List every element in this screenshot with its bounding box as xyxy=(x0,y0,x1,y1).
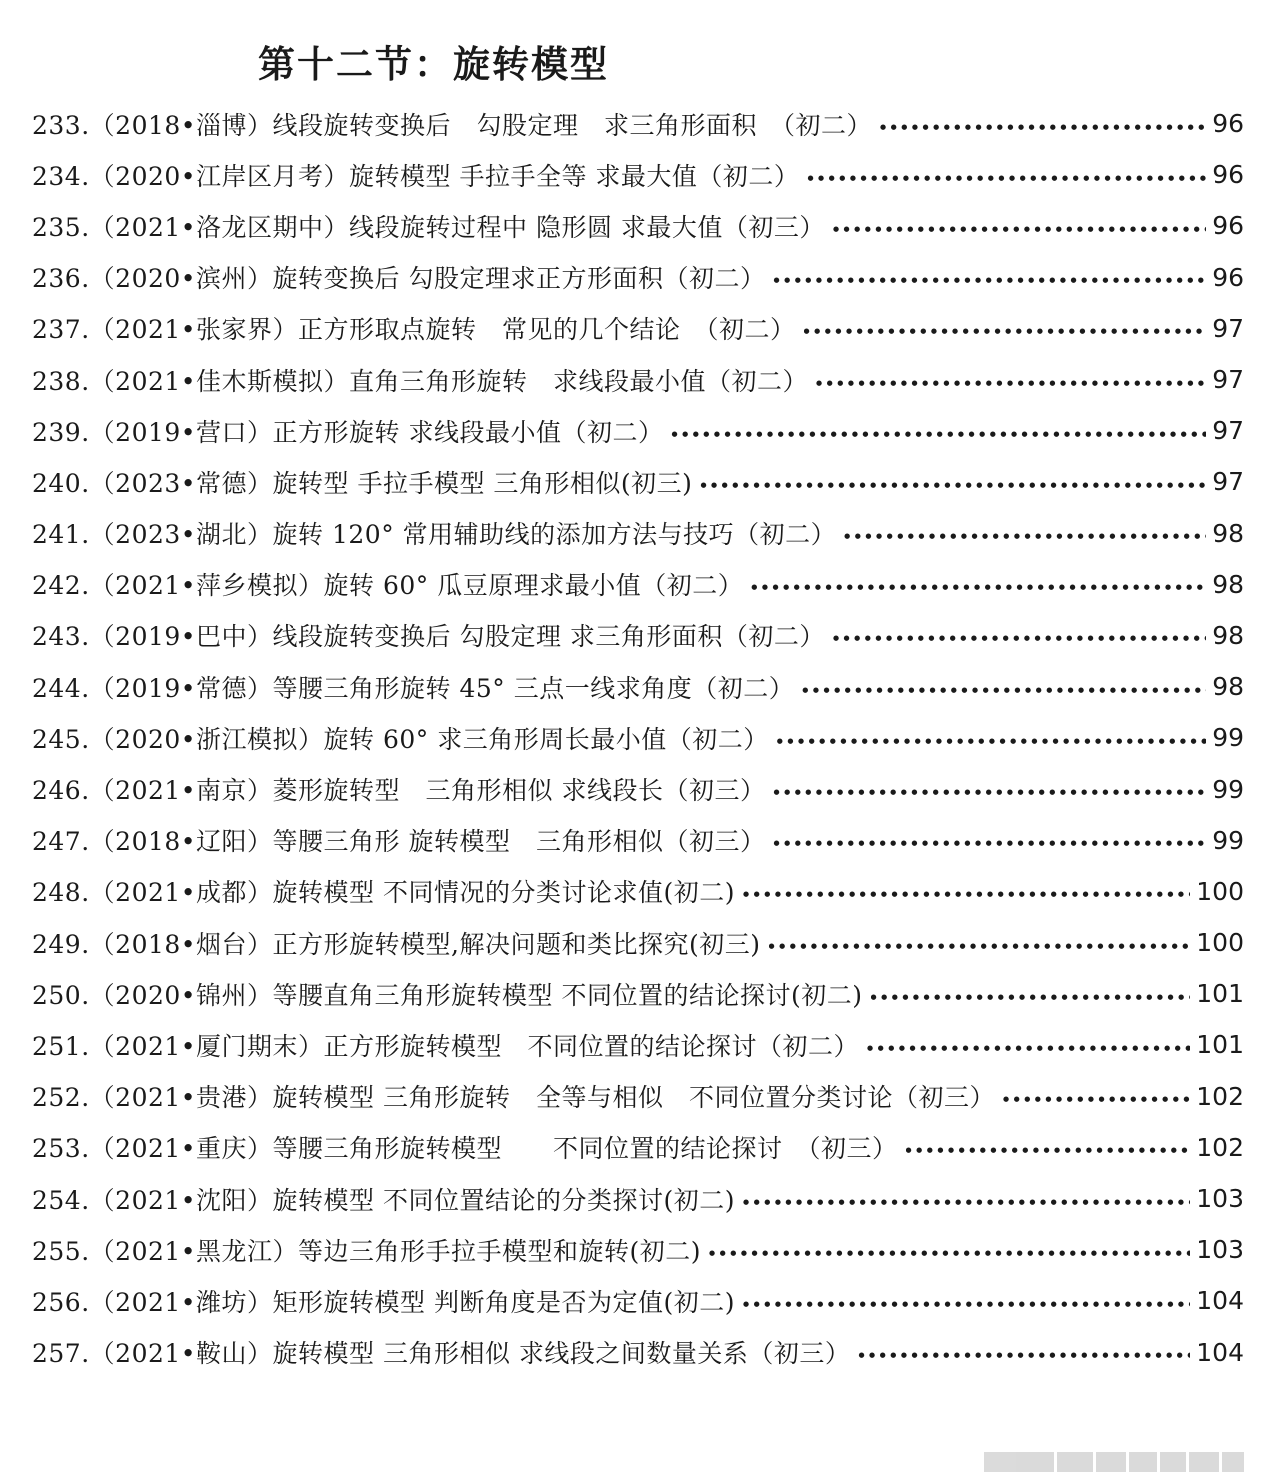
toc-entry-page-number: 100 xyxy=(1196,928,1244,958)
toc-entry-title: 235.（2021•洛龙区期中）线段旋转过程中 隐形圆 求最大值（初三） xyxy=(32,212,825,242)
toc-entry-title: 237.（2021•张家界）正方形取点旋转 常见的几个结论 （初二） xyxy=(32,315,796,345)
toc-entry-page-number: 98 xyxy=(1212,620,1244,650)
toc-entry-title: 257.（2021•鞍山）旋转模型 三角形相似 求线段之间数量关系（初三） xyxy=(32,1339,851,1369)
toc-entry-title: 244.（2019•常德）等腰三角形旋转 45° 三点一线求角度（初二） xyxy=(32,673,795,703)
toc-entry-title: 253.（2021•重庆）等腰三角形旋转模型 不同位置的结论探讨 （初三） xyxy=(32,1134,898,1164)
toc-entry-page-number: 100 xyxy=(1196,876,1244,906)
toc-entry-title: 254.（2021•沈阳）旋转模型 不同位置结论的分类探讨(初二) xyxy=(32,1185,735,1215)
toc-entry-title: 251.（2021•厦门期末）正方形旋转模型 不同位置的结论探讨（初二） xyxy=(32,1031,860,1061)
toc-dot-leader xyxy=(802,679,1206,695)
toc-entry-title: 252.（2021•贵港）旋转模型 三角形旋转 全等与相似 不同位置分类讨论（初三） xyxy=(32,1083,995,1113)
toc-dot-leader xyxy=(807,167,1206,183)
toc-dot-leader xyxy=(773,832,1206,848)
toc-entry-page-number: 103 xyxy=(1196,1235,1244,1265)
toc-entry-page-number: 99 xyxy=(1212,825,1244,855)
toc-entry-title: 243.（2019•巴中）线段旋转变换后 勾股定理 求三角形面积（初二） xyxy=(32,622,825,652)
toc-dot-leader xyxy=(777,730,1206,746)
toc-entry-page-number: 96 xyxy=(1212,160,1244,190)
toc-entry[interactable] xyxy=(32,1019,1244,1070)
toc-entry-title: 236.（2020•滨州）旋转变换后 勾股定理求正方形面积（初二） xyxy=(32,264,766,294)
toc-entry[interactable] xyxy=(32,1071,1244,1122)
toc-entry[interactable] xyxy=(32,149,1244,200)
toc-entry-page-number: 96 xyxy=(1212,211,1244,241)
toc-entry-title: 240.（2023•常德）旋转型 手拉手模型 三角形相似(初三) xyxy=(32,468,693,498)
toc-dot-leader xyxy=(871,986,1191,1002)
toc-list xyxy=(32,98,1244,1378)
toc-entry-page-number: 97 xyxy=(1212,416,1244,446)
toc-entry-title: 233.（2018•淄博）线段旋转变换后 勾股定理 求三角形面积 （初二） xyxy=(32,110,873,140)
toc-entry-page-number: 98 xyxy=(1212,518,1244,548)
toc-entry-title: 249.（2018•烟台）正方形旋转模型,解决问题和类比探究(初三) xyxy=(32,929,761,959)
toc-entry[interactable] xyxy=(32,354,1244,405)
toc-dot-leader xyxy=(833,218,1206,234)
toc-entry-page-number: 98 xyxy=(1212,569,1244,599)
toc-dot-leader xyxy=(844,525,1206,541)
toc-dot-leader xyxy=(751,576,1206,592)
watermark-logo xyxy=(984,1452,1246,1474)
toc-entry[interactable] xyxy=(32,968,1244,1019)
toc-entry-title: 239.（2019•营口）正方形旋转 求线段最小值（初二） xyxy=(32,417,664,447)
toc-entry-page-number: 97 xyxy=(1212,365,1244,395)
toc-entry[interactable] xyxy=(32,661,1244,712)
toc-dot-leader xyxy=(804,320,1207,336)
section-title: 第十二节：旋转模型 xyxy=(258,42,609,86)
toc-entry-page-number: 104 xyxy=(1196,1337,1244,1367)
toc-entry-title: 255.（2021•黑龙江）等边三角形手拉手模型和旋转(初二) xyxy=(32,1236,702,1266)
toc-entry-page-number: 101 xyxy=(1196,1030,1244,1060)
toc-entry[interactable] xyxy=(32,252,1244,303)
toc-dot-leader xyxy=(858,1344,1190,1360)
toc-entry[interactable] xyxy=(32,866,1244,917)
toc-dot-leader xyxy=(743,883,1190,899)
toc-dot-leader xyxy=(700,474,1206,490)
toc-entry[interactable] xyxy=(32,405,1244,456)
toc-entry-page-number: 102 xyxy=(1196,1081,1244,1111)
toc-entry-page-number: 98 xyxy=(1212,672,1244,702)
toc-entry-page-number: 103 xyxy=(1196,1184,1244,1214)
toc-entry[interactable] xyxy=(32,1173,1244,1224)
toc-dot-leader xyxy=(671,423,1206,439)
toc-entry[interactable] xyxy=(32,1327,1244,1378)
toc-dot-leader xyxy=(867,1037,1190,1053)
toc-entry[interactable] xyxy=(32,98,1244,149)
toc-dot-leader xyxy=(773,781,1206,797)
toc-entry-title: 242.（2021•萍乡模拟）旋转 60° 瓜豆原理求最小值（初二） xyxy=(32,571,744,601)
toc-entry[interactable] xyxy=(32,712,1244,763)
toc-dot-leader xyxy=(906,1139,1191,1155)
toc-entry[interactable] xyxy=(32,559,1244,610)
toc-entry-page-number: 99 xyxy=(1212,723,1244,753)
toc-entry[interactable] xyxy=(32,763,1244,814)
toc-dot-leader xyxy=(769,935,1191,951)
toc-entry-page-number: 104 xyxy=(1196,1286,1244,1316)
toc-entry[interactable] xyxy=(32,1122,1244,1173)
toc-dot-leader xyxy=(743,1191,1190,1207)
toc-entry-page-number: 101 xyxy=(1196,979,1244,1009)
toc-entry-page-number: 96 xyxy=(1212,262,1244,292)
toc-entry[interactable] xyxy=(32,1275,1244,1326)
toc-entry[interactable] xyxy=(32,610,1244,661)
toc-entry[interactable] xyxy=(32,815,1244,866)
toc-dot-leader xyxy=(709,1242,1190,1258)
toc-entry-title: 250.（2020•锦州）等腰直角三角形旋转模型 不同位置的结论探讨(初二) xyxy=(32,980,863,1010)
toc-entry-title: 245.（2020•浙江模拟）旋转 60° 求三角形周长最小值（初二） xyxy=(32,724,769,754)
toc-entry[interactable] xyxy=(32,200,1244,251)
toc-entry[interactable] xyxy=(32,456,1244,507)
toc-dot-leader xyxy=(1003,1088,1190,1104)
toc-entry-title: 238.（2021•佳木斯模拟）直角三角形旋转 求线段最小值（初二） xyxy=(32,366,809,396)
toc-dot-leader xyxy=(816,372,1206,388)
toc-entry[interactable] xyxy=(32,508,1244,559)
toc-entry-page-number: 99 xyxy=(1212,774,1244,804)
toc-entry[interactable] xyxy=(32,1224,1244,1275)
toc-entry[interactable] xyxy=(32,917,1244,968)
toc-entry-title: 234.（2020•江岸区月考）旋转模型 手拉手全等 求最大值（初二） xyxy=(32,161,800,191)
toc-entry-page-number: 96 xyxy=(1212,109,1244,139)
toc-entry-title: 256.（2021•潍坊）矩形旋转模型 判断角度是否为定值(初二) xyxy=(32,1287,735,1317)
toc-dot-leader xyxy=(743,1293,1190,1309)
toc-entry-title: 247.（2018•辽阳）等腰三角形 旋转模型 三角形相似（初三） xyxy=(32,827,766,857)
toc-entry[interactable] xyxy=(32,303,1244,354)
toc-entry-title: 241.（2023•湖北）旋转 120° 常用辅助线的添加方法与技巧（初二） xyxy=(32,520,837,550)
toc-entry-title: 246.（2021•南京）菱形旋转型 三角形相似 求线段长（初三） xyxy=(32,776,766,806)
toc-dot-leader xyxy=(833,627,1206,643)
toc-entry-page-number: 102 xyxy=(1196,1132,1244,1162)
toc-dot-leader xyxy=(880,116,1206,132)
toc-dot-leader xyxy=(773,269,1206,285)
toc-entry-page-number: 97 xyxy=(1212,313,1244,343)
toc-entry-title: 248.（2021•成都）旋转模型 不同情况的分类讨论求值(初二) xyxy=(32,878,735,908)
toc-entry-page-number: 97 xyxy=(1212,467,1244,497)
